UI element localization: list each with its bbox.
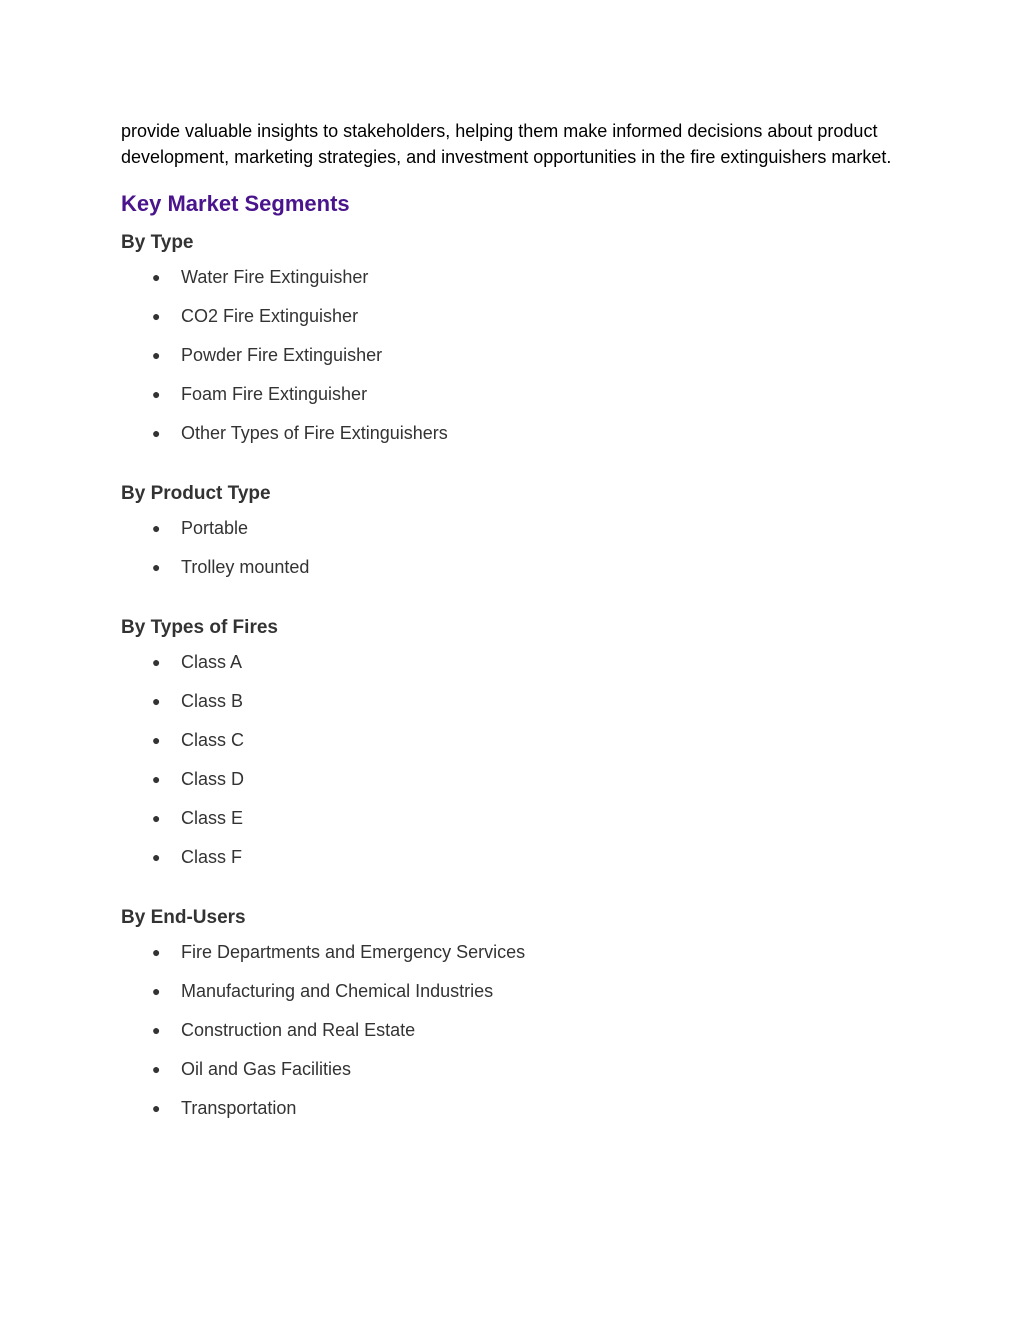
bullet-icon: ● [152, 308, 161, 324]
segment-list [121, 651, 901, 885]
list-item [121, 846, 901, 885]
segment-groups [121, 231, 901, 1136]
list-item [121, 941, 901, 980]
list-item [121, 690, 901, 729]
list-item-label: Class F [181, 847, 243, 867]
list-item-label: Other Types of Fire Extinguishers [181, 423, 448, 443]
segment-group-by-types-of-fires [121, 616, 901, 885]
bullet-icon: ● [152, 1061, 161, 1077]
list-item-label: Class C [181, 730, 245, 750]
bullet-icon: ● [152, 849, 161, 865]
bullet-icon: ● [152, 654, 161, 670]
segment-group-by-end-users [121, 906, 901, 1136]
bullet-icon: ● [152, 983, 161, 999]
intro-paragraph: provide valuable insights to stakeholders, helping them make informed decisions about product development, marketing strategies, and investment opportunities in the fire extinguishers market. [121, 121, 892, 167]
list-item-label: Class D [181, 769, 245, 789]
bullet-icon: ● [152, 732, 161, 748]
list-item-label: Water Fire Extinguisher [181, 267, 369, 287]
list-item [121, 768, 901, 807]
list-item [121, 383, 901, 422]
list-item-label: Oil and Gas Facilities [181, 1059, 352, 1079]
list-item [121, 556, 901, 595]
segment-group-title: By Product Type [121, 483, 271, 504]
segment-group-title: By Type [121, 232, 194, 253]
list-item-label: Transportation [181, 1098, 297, 1118]
list-item [121, 1097, 901, 1136]
list-item-label: Fire Departments and Emergency Services [181, 942, 526, 962]
list-item-label: Class A [181, 652, 243, 672]
segment-list [121, 941, 901, 1136]
bullet-icon: ● [152, 269, 161, 285]
segment-group-by-product-type [121, 482, 901, 595]
list-item [121, 422, 901, 461]
bullet-icon: ● [152, 425, 161, 441]
segment-group-title: By Types of Fires [121, 617, 278, 638]
list-item [121, 1019, 901, 1058]
list-item-label: CO2 Fire Extinguisher [181, 306, 359, 326]
bullet-icon: ● [152, 1100, 161, 1116]
list-item [121, 305, 901, 344]
list-item-label: Foam Fire Extinguisher [181, 384, 368, 404]
bullet-icon: ● [152, 771, 161, 787]
list-item [121, 729, 901, 768]
list-item [121, 344, 901, 383]
list-item [121, 266, 901, 305]
segment-list [121, 266, 901, 461]
list-item [121, 807, 901, 846]
bullet-icon: ● [152, 347, 161, 363]
segment-group-title: By End-Users [121, 907, 246, 928]
bullet-icon: ● [152, 810, 161, 826]
list-item-label: Powder Fire Extinguisher [181, 345, 383, 365]
bullet-icon: ● [152, 520, 161, 536]
bullet-icon: ● [152, 386, 161, 402]
bullet-icon: ● [152, 693, 161, 709]
bullet-icon: ● [152, 1022, 161, 1038]
segment-list [121, 517, 901, 595]
document-page [121, 119, 901, 1136]
list-item [121, 651, 901, 690]
section-title: Key Market Segments [121, 191, 350, 216]
list-item-label: Trolley mounted [181, 557, 310, 577]
list-item [121, 980, 901, 1019]
bullet-icon: ● [152, 559, 161, 575]
list-item-label: Class E [181, 808, 244, 828]
list-item [121, 517, 901, 556]
segment-group-by-type [121, 231, 901, 461]
list-item [121, 1058, 901, 1097]
list-item-label: Class B [181, 691, 244, 711]
list-item-label: Construction and Real Estate [181, 1020, 416, 1040]
list-item-label: Portable [181, 518, 249, 538]
bullet-icon: ● [152, 944, 161, 960]
list-item-label: Manufacturing and Chemical Industries [181, 981, 494, 1001]
